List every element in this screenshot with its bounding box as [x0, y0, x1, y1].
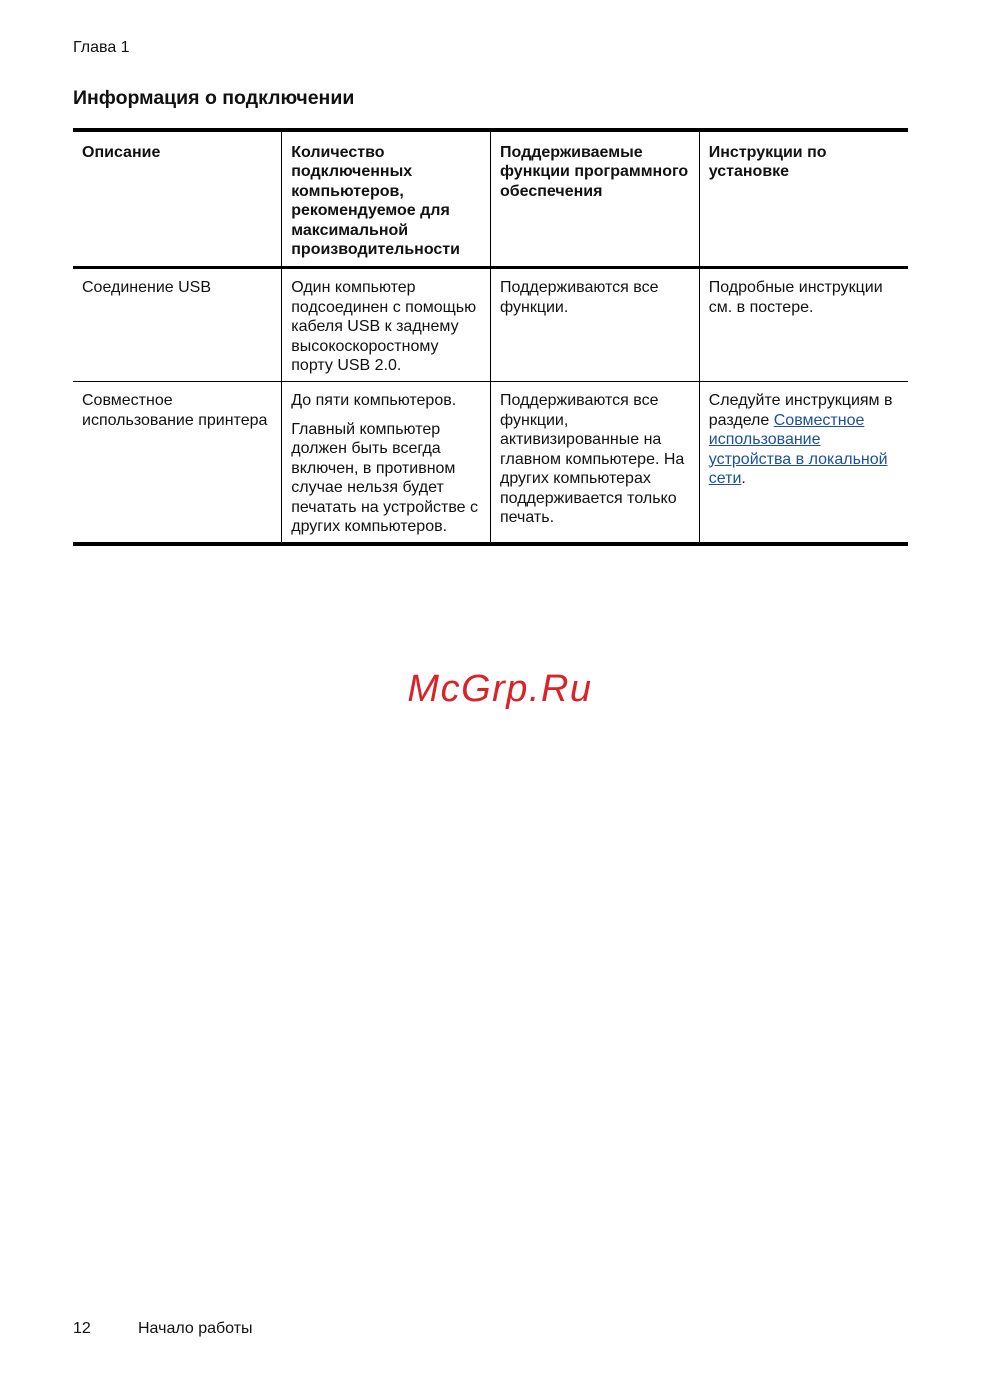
table-header-row — [73, 130, 908, 268]
connection-info-table — [73, 128, 908, 546]
header-features: Поддерживаемые функции программного обеспечения — [491, 130, 700, 268]
cell-features: Поддерживаются все функции. — [491, 268, 700, 382]
table-row-printer-sharing — [73, 382, 908, 544]
cell-features: Поддерживаются все функции, активизированные на главном компьютере. На других компьютерах поддерживается только печать. — [491, 382, 700, 544]
cell-computers: Один компьютер подсоединен с помощью кабеля USB к заднему высокоскоростному порту USB 2.0. — [282, 268, 491, 382]
cell-instructions — [699, 382, 908, 544]
cell-description: Соединение USB — [73, 268, 282, 382]
instructions-prefix: Следуйте инструкциям в разделе — [708, 392, 893, 429]
watermark: McGrp.Ru — [407, 668, 593, 710]
table-row-usb — [73, 268, 908, 382]
footer-section-name: Начало работы — [138, 1320, 253, 1337]
cell-description: Совместное использование принтера — [73, 382, 282, 544]
cell-instructions: Подробные инструкции см. в постере. — [699, 268, 908, 382]
section-title: Информация о подключении — [73, 87, 355, 109]
header-description: Описание — [73, 130, 282, 268]
page-number: 12 — [73, 1320, 91, 1337]
page-footer — [73, 1320, 253, 1338]
computers-paragraph-2: Главный компьютер должен быть всегда включен, в противном случае нельзя будет печатать на устройстве с других компьютеров. — [291, 420, 479, 535]
chapter-label: Глава 1 — [73, 39, 130, 56]
cell-computers — [282, 382, 491, 544]
instructions-suffix: . — [741, 470, 746, 488]
header-instructions: Инструкции по установке — [699, 130, 908, 268]
network-sharing-link[interactable]: Совместное использование устройства в локальной сети — [708, 411, 888, 488]
header-computers: Количество подключенных компьютеров, рекомендуемое для максимальной производительности — [282, 130, 491, 268]
computers-paragraph-1: До пяти компьютеров. — [291, 392, 457, 410]
